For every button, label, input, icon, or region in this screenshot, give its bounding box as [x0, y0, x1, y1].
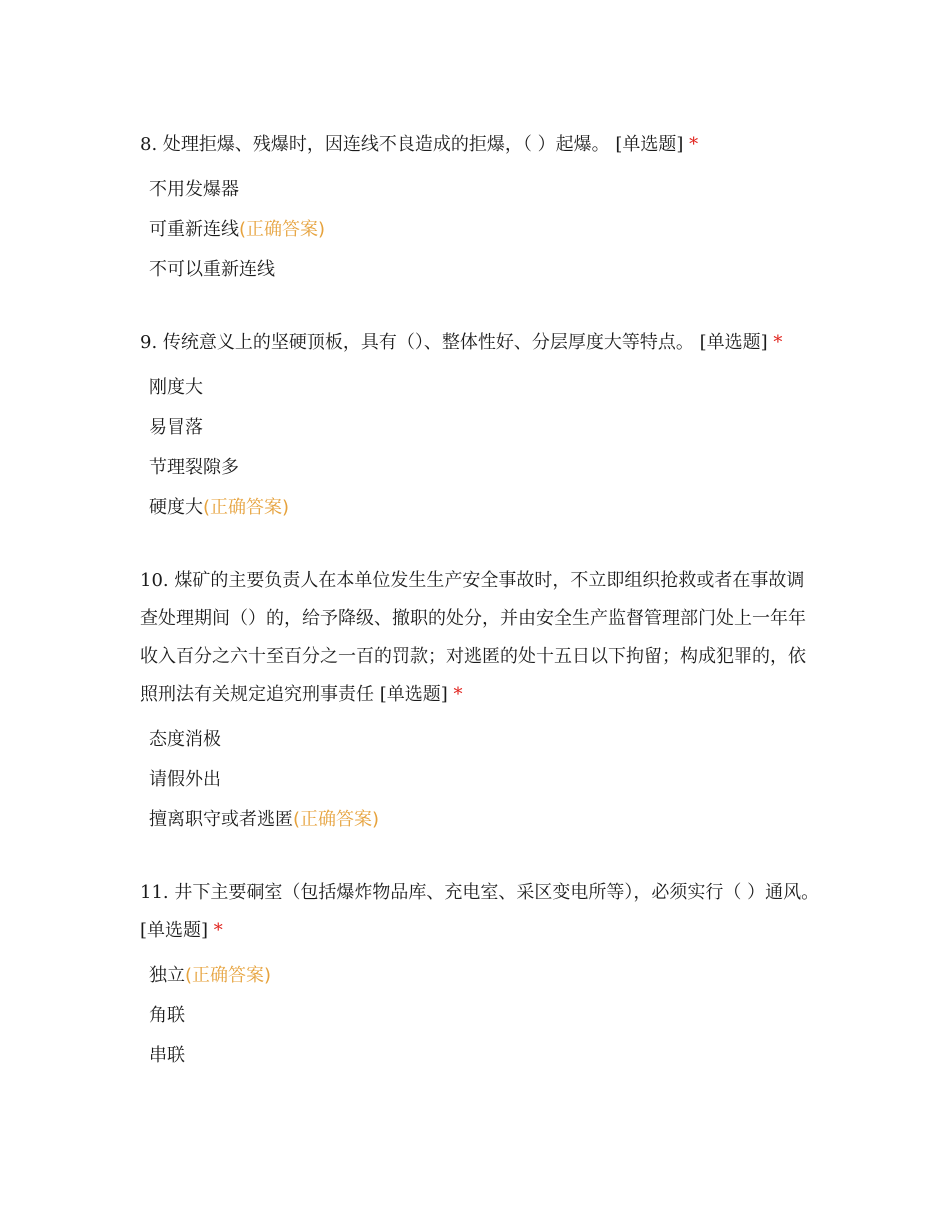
option-item[interactable]	[149, 448, 820, 488]
option-item[interactable]	[149, 800, 820, 840]
question-text	[140, 126, 820, 164]
option-label: 易冒落	[149, 417, 203, 438]
question-10	[140, 562, 820, 840]
option-item[interactable]	[149, 996, 820, 1036]
question-stem: 11. 井下主要硐室（包括爆炸物品库、充电室、采区变电所等），必须实行（ ）通风。	[140, 882, 820, 903]
options-list	[149, 720, 820, 840]
required-star: *	[773, 332, 783, 353]
correct-answer-marker: (正确答案)	[293, 809, 380, 830]
option-item[interactable]	[149, 760, 820, 800]
correct-answer-marker: (正确答案)	[203, 497, 290, 518]
option-label: 独立	[149, 965, 185, 986]
question-text	[140, 874, 820, 950]
option-item[interactable]	[149, 1036, 820, 1076]
option-item[interactable]	[149, 250, 820, 290]
option-item[interactable]	[149, 488, 820, 528]
question-stem: 9. 传统意义上的坚硬顶板，具有（）、整体性好、分层厚度大等特点。	[140, 332, 694, 353]
question-type-tag: [单选题]	[699, 332, 768, 353]
option-label: 串联	[149, 1045, 185, 1066]
question-8	[140, 126, 820, 290]
option-item[interactable]	[149, 720, 820, 760]
question-stem: 10. 煤矿的主要负责人在本单位发生生产安全事故时，不立即组织抢救或者在事故调查处理期间（）的，给予降级、撤职的处分，并由安全生产监督管理部门处上一年年收入百分之六十至百分之一百的罚款；对逃匿的处十五日以下拘留；构成犯罪的，依照刑法有关规定追究刑事责任	[140, 570, 806, 705]
question-type-tag: [单选题]	[379, 684, 448, 705]
question-type-tag: [单选题]	[140, 920, 209, 941]
correct-answer-marker: (正确答案)	[185, 965, 272, 986]
option-item[interactable]	[149, 408, 820, 448]
question-9	[140, 324, 820, 528]
option-label: 不可以重新连线	[149, 259, 275, 280]
option-label: 请假外出	[149, 769, 221, 790]
option-label: 硬度大	[149, 497, 203, 518]
option-item[interactable]	[149, 368, 820, 408]
question-text	[140, 324, 820, 362]
option-label: 节理裂隙多	[149, 457, 239, 478]
option-item[interactable]	[149, 170, 820, 210]
options-list	[149, 170, 820, 290]
option-label: 态度消极	[149, 729, 221, 750]
required-star: *	[689, 134, 699, 155]
correct-answer-marker: (正确答案)	[239, 219, 326, 240]
question-stem: 8. 处理拒爆、残爆时，因连线不良造成的拒爆，（ ）起爆。	[140, 134, 610, 155]
required-star: *	[213, 920, 223, 941]
question-type-tag: [单选题]	[615, 134, 684, 155]
question-11	[140, 874, 820, 1076]
question-text	[140, 562, 820, 714]
option-item[interactable]	[149, 956, 820, 996]
survey-page	[140, 126, 820, 1076]
option-label: 刚度大	[149, 377, 203, 398]
options-list	[149, 956, 820, 1076]
options-list	[149, 368, 820, 528]
option-label: 角联	[149, 1005, 185, 1026]
option-label: 可重新连线	[149, 219, 239, 240]
option-label: 擅离职守或者逃匿	[149, 809, 293, 830]
option-label: 不用发爆器	[149, 179, 239, 200]
option-item[interactable]	[149, 210, 820, 250]
required-star: *	[453, 684, 463, 705]
